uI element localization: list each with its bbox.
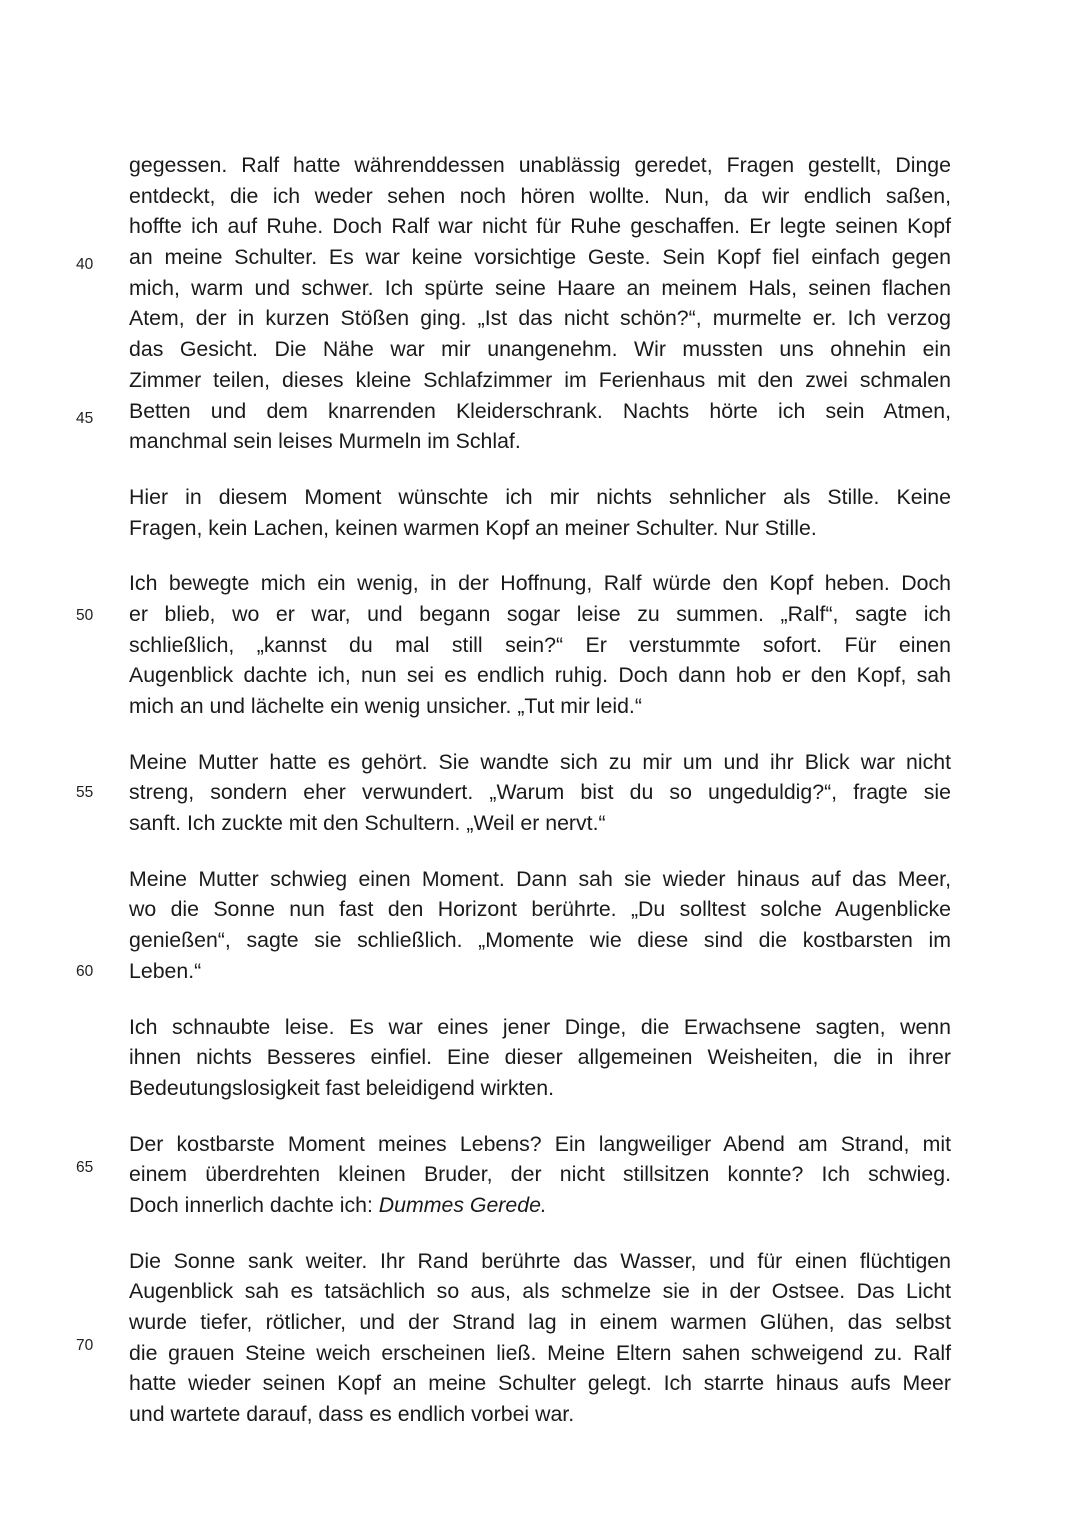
text-line: Der kostbarste Moment meines Lebens? Ein langweiliger Abend am Strand, mit [129, 1131, 951, 1156]
line-number: 55 [76, 784, 94, 801]
text-line: das Gesicht. Die Nähe war mir unangenehm. Wir mussten uns ohnehin ein [129, 337, 951, 362]
text-line: einem überdrehten kleinen Bruder, der nicht stillsitzen konnte? Ich schwieg. [129, 1162, 951, 1187]
text-line: Zimmer teilen, dieses kleine Schlafzimmer im Ferienhaus mit den zwei schmalen [129, 367, 951, 392]
line-number: 40 [76, 256, 94, 273]
text-line: Leben.“ [129, 958, 202, 983]
paragraph [129, 747, 951, 839]
paragraph [129, 1012, 951, 1104]
text-line: Atem, der in kurzen Stößen ging. „Ist das nicht schön?“, murmelte er. Ich verzog [129, 306, 951, 331]
text-line: hatte wieder seinen Kopf an meine Schulter gelegt. Ich starrte hinaus aufs Meer [129, 1371, 951, 1396]
line-number: 60 [76, 963, 94, 980]
body-text [129, 150, 951, 1430]
text-line: ihnen nichts Besseres einfiel. Eine dieser allgemeinen Weisheiten, die in ihrer [129, 1045, 951, 1070]
text-line: hoffte ich auf Ruhe. Doch Ralf war nicht für Ruhe geschaffen. Er legte seinen Kopf [129, 214, 951, 239]
text-line: Meine Mutter hatte es gehört. Sie wandte sich zu mir um und ihr Blick war nicht [129, 749, 951, 774]
text-line [129, 1190, 951, 1221]
text-line: Ich bewegte mich ein wenig, in der Hoffnung, Ralf würde den Kopf heben. Doch [129, 571, 951, 596]
line-number: 50 [76, 607, 94, 624]
text-line: Hier in diesem Moment wünschte ich mir nichts sehnlicher als Stille. Keine [129, 484, 951, 509]
text-line: er blieb, wo er war, und begann sogar leise zu summen. „Ralf“, sagte ich [129, 601, 951, 626]
text-segment: Doch innerlich dachte ich: [129, 1192, 379, 1217]
text-line: Augenblick dachte ich, nun sei es endlich ruhig. Doch dann hob er den Kopf, sah [129, 663, 951, 688]
text-line: Betten und dem knarrenden Kleiderschrank. Nachts hörte ich sein Atmen, [129, 398, 951, 423]
paragraph [129, 1246, 951, 1430]
text-line: gegessen. Ralf hatte währenddessen unablässig geredet, Fragen gestellt, Dinge [129, 153, 951, 177]
paragraph [129, 864, 951, 987]
paragraph [129, 482, 951, 543]
text-line: sanft. Ich zuckte mit den Schultern. „Weil er nervt.“ [129, 811, 606, 836]
paragraph [129, 568, 951, 721]
text-line: Bedeutungslosigkeit fast beleidigend wirkten. [129, 1075, 555, 1100]
line-number: 70 [76, 1337, 94, 1354]
text-line: manchmal sein leises Murmeln im Schlaf. [129, 429, 521, 454]
text-line: mich, warm und schwer. Ich spürte seine Haare an meinem Hals, seinen flachen [129, 275, 951, 300]
text-line: Die Sonne sank weiter. Ihr Rand berührte das Wasser, und für einen flüchtigen [129, 1248, 951, 1273]
text-line: die grauen Steine weich erscheinen ließ. Meine Eltern sahen schweigend zu. Ralf [129, 1340, 951, 1365]
italic-text: Dummes Gerede. [378, 1192, 547, 1217]
text-line: Augenblick sah es tatsächlich so aus, als schmelze sie in der Ostsee. Das Licht [129, 1279, 951, 1304]
text-line: Fragen, kein Lachen, keinen warmen Kopf an meiner Schulter. Nur Stille. [129, 515, 817, 540]
text-line: streng, sondern eher verwundert. „Warum bist du so ungeduldig?“, fragte sie [129, 780, 951, 805]
text-line: wurde tiefer, rötlicher, und der Strand lag in einem warmen Glühen, das selbst [129, 1310, 951, 1334]
text-line: und wartete darauf, dass es endlich vorbei war. [129, 1402, 575, 1427]
line-number: 65 [76, 1159, 94, 1176]
text-line: an meine Schulter. Es war keine vorsichtige Geste. Sein Kopf fiel einfach gegen [129, 245, 951, 270]
text-line: wo die Sonne nun fast den Horizont berührte. „Du solltest solche Augenblicke [129, 897, 951, 922]
paragraph [129, 150, 951, 457]
line-number: 45 [76, 410, 94, 427]
text-line: schließlich, „kannst du mal still sein?“ Er verstummte sofort. Für einen [129, 632, 951, 657]
text-line: genießen“, sagte sie schließlich. „Momente wie diese sind die kostbarsten im [129, 928, 951, 953]
paragraph [129, 1129, 951, 1221]
text-line: Ich schnaubte leise. Es war eines jener Dinge, die Erwachsene sagten, wenn [129, 1014, 951, 1039]
text-line: mich an und lächelte ein wenig unsicher. „Tut mir leid.“ [129, 694, 642, 718]
text-line: entdeckt, die ich weder sehen noch hören wollte. Nun, da wir endlich saßen, [129, 183, 951, 208]
text-line: Meine Mutter schwieg einen Moment. Dann sah sie wieder hinaus auf das Meer, [129, 866, 951, 891]
